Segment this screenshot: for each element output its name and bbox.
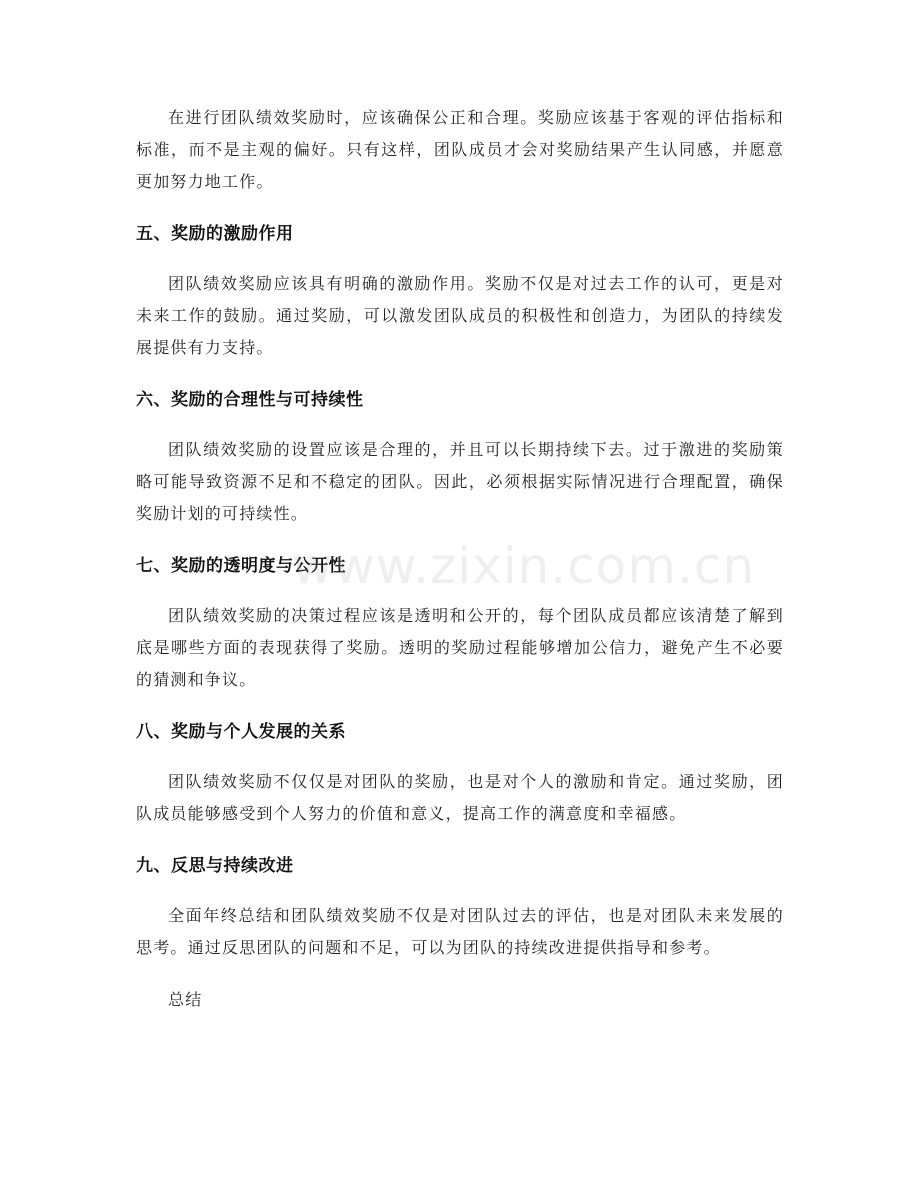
section-paragraph-7: 团队绩效奖励的决策过程应该是透明和公开的，每个团队成员都应该清楚了解到底是哪些方面的表现获得了奖励。透明的奖励过程能够增加公信力，避免产生不必要的猜测和争议。 [136, 606, 784, 689]
section-paragraph-5: 团队绩效奖励应该具有明确的激励作用。奖励不仅是对过去工作的认可，更是对未来工作的鼓励。通过奖励，可以激发团队成员的积极性和创造力，为团队的持续发展提供有力支持。 [136, 274, 784, 357]
section-heading-7: 七、奖励的透明度与公开性 [136, 556, 346, 576]
section-heading-8: 八、奖励与个人发展的关系 [136, 722, 346, 742]
watermark-text: www.zixin.com.cn [292, 537, 756, 595]
section-paragraph-8: 团队绩效奖励不仅仅是对团队的奖励，也是对个人的激励和肯定。通过奖励，团队成员能够感受到个人努力的价值和意义，提高工作的满意度和幸福感。 [136, 772, 784, 823]
intro-paragraph: 在进行团队绩效奖励时，应该确保公正和合理。奖励应该基于客观的评估指标和标准，而不是主观的偏好。只有这样，团队成员才会对奖励结果产生认同感，并愿意更加努力地工作。 [136, 108, 784, 191]
summary-label: 总结 [168, 990, 203, 1009]
section-heading-5: 五、奖励的激励作用 [136, 224, 294, 244]
section-heading-6: 六、奖励的合理性与可持续性 [136, 390, 364, 410]
document-body [136, 102, 784, 1016]
section-heading-9: 九、反思与持续改进 [136, 856, 294, 876]
section-paragraph-9: 全面年终总结和团队绩效奖励不仅是对团队过去的评估，也是对团队未来发展的思考。通过反思团队的问题和不足，可以为团队的持续改进提供指导和参考。 [136, 906, 784, 957]
section-paragraph-6: 团队绩效奖励的设置应该是合理的，并且可以长期持续下去。过于激进的奖励策略可能导致资源不足和不稳定的团队。因此，必须根据实际情况进行合理配置，确保奖励计划的可持续性。 [136, 440, 784, 523]
